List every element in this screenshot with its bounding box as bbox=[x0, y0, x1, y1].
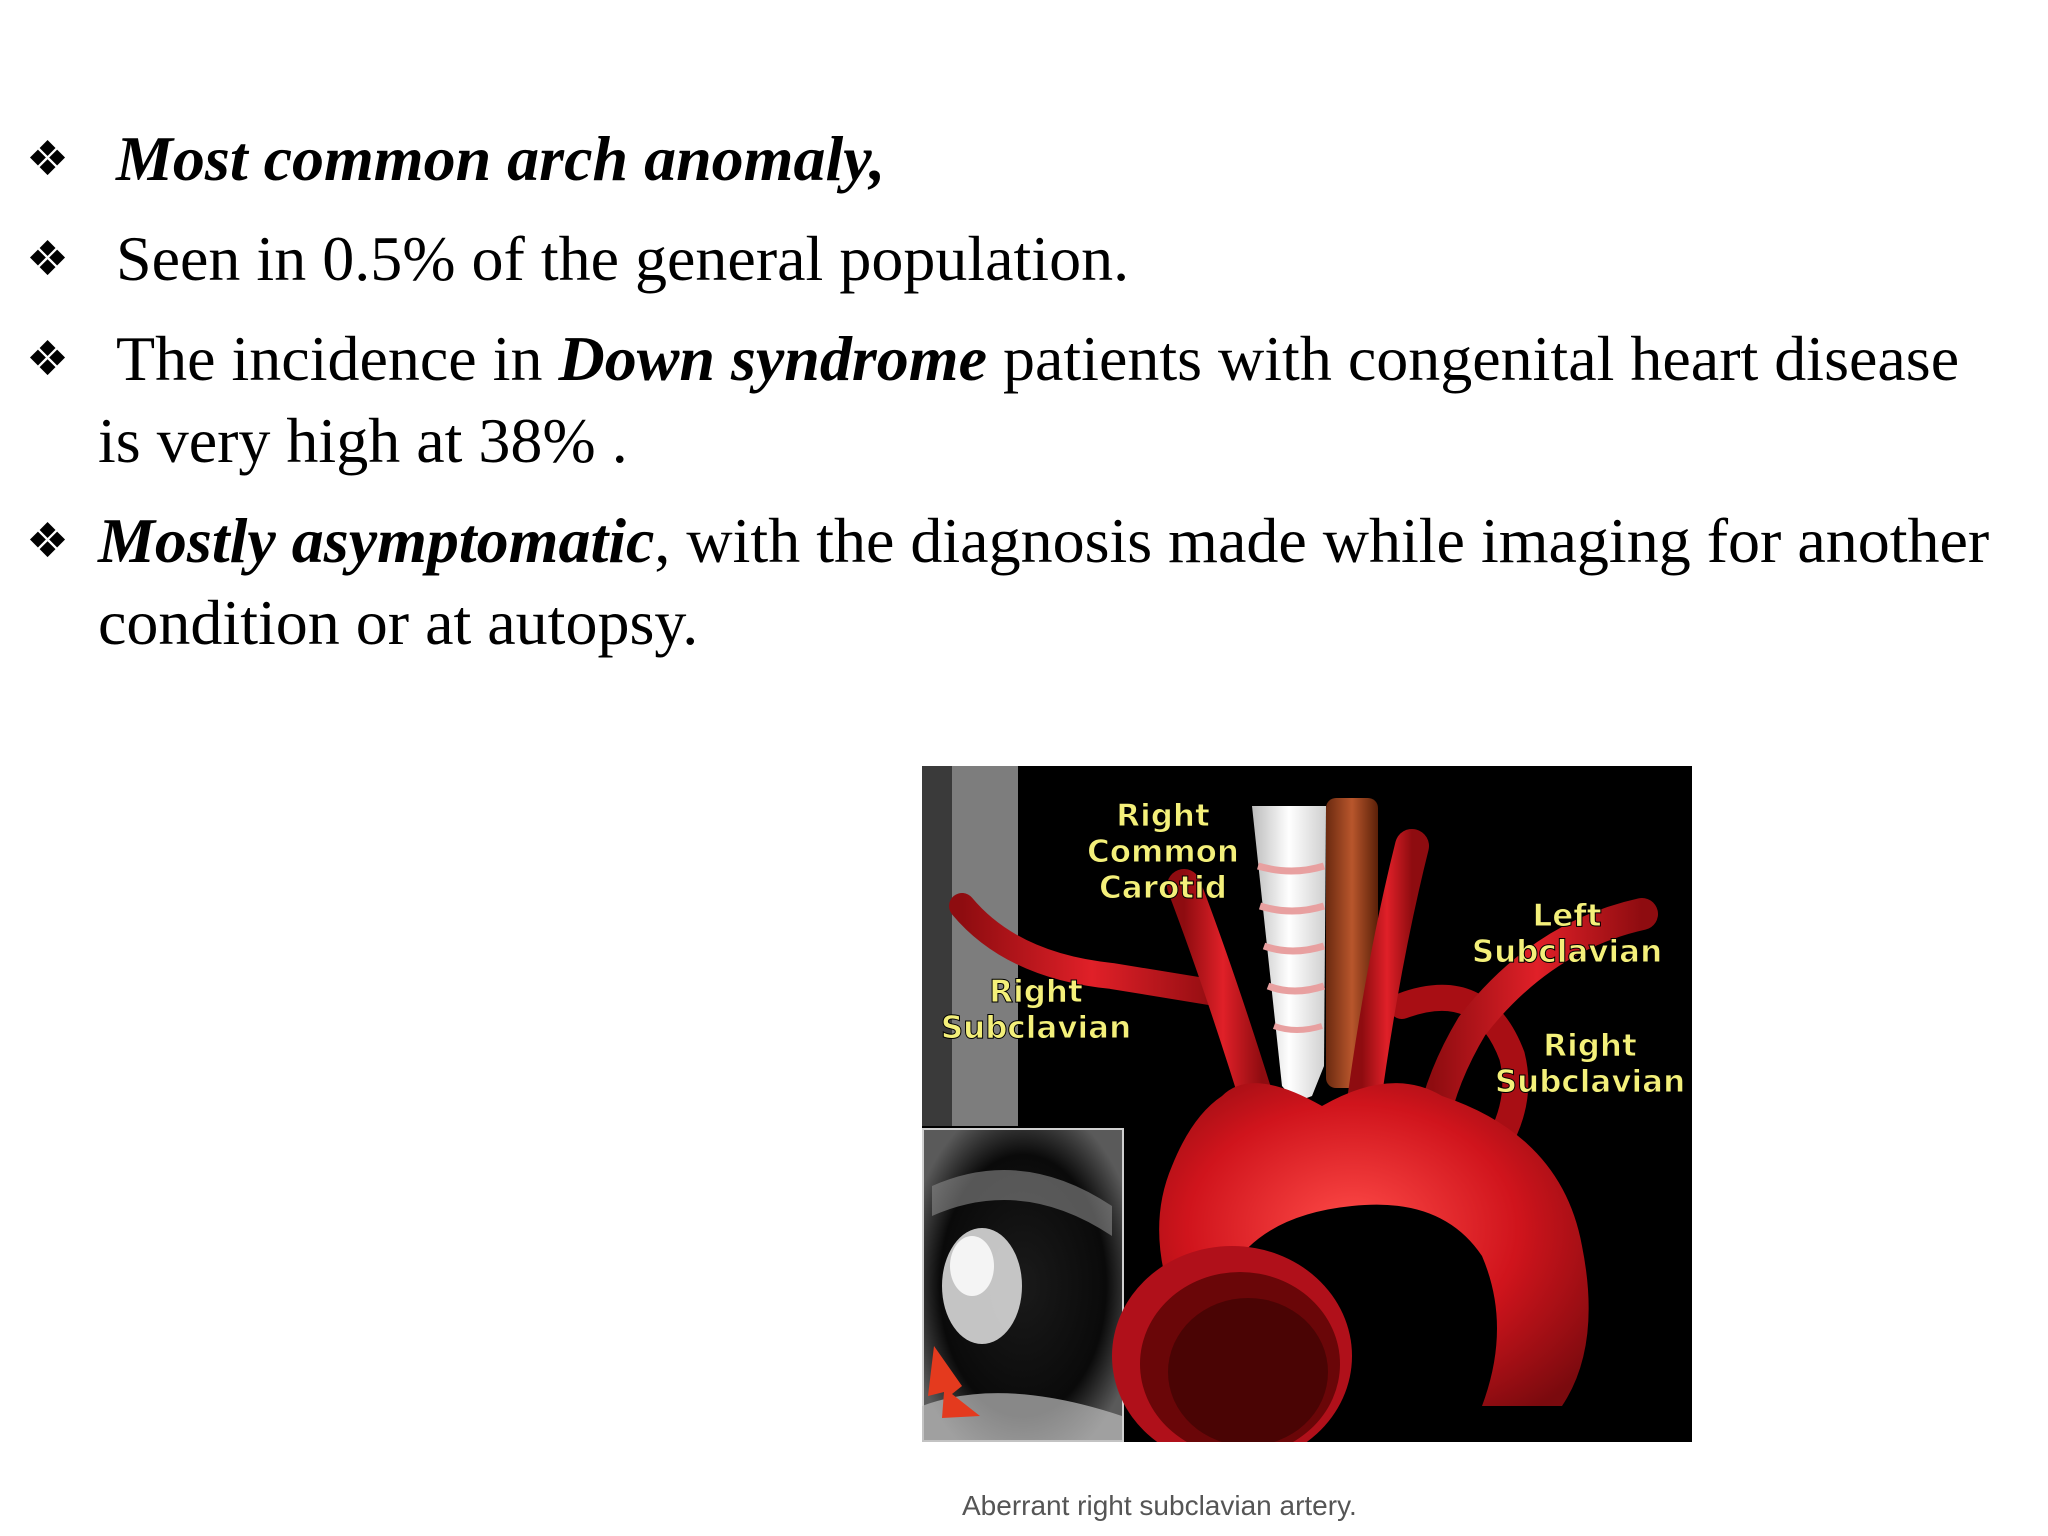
label-left-subclavian-line1: Left bbox=[1532, 898, 1602, 934]
bullet-text-part: The incidence in bbox=[116, 323, 559, 394]
bullet-text-part: , with the diagnosis made while imaging for another condition or at autopsy. bbox=[98, 505, 1990, 658]
bullet-item-1 bbox=[26, 118, 2006, 200]
bullet-text-part: patients with congenital heart disease is very high at 38% . bbox=[98, 323, 1960, 476]
label-right-subclavian-right-line1: Right bbox=[1543, 1028, 1637, 1064]
aortic-arch-svg bbox=[922, 766, 1692, 1442]
diamond-bullet-icon: ❖ bbox=[26, 231, 70, 287]
bullet-text bbox=[98, 223, 1129, 294]
figure-caption: Aberrant right subclavian artery. bbox=[962, 1490, 1357, 1521]
label-right-common-carotid-line3: Carotid bbox=[1099, 870, 1227, 906]
bullet-text bbox=[98, 505, 1989, 658]
label-right-common-carotid-line1: Right bbox=[1116, 798, 1210, 834]
label-right-subclavian-left-line2: Subclavian bbox=[940, 1010, 1132, 1046]
label-right-subclavian-left-line1: Right bbox=[989, 974, 1083, 1010]
bullet-text bbox=[98, 123, 885, 194]
bullet-item-3 bbox=[26, 318, 2006, 482]
ct-scan-inset bbox=[922, 1128, 1124, 1442]
label-right-common-carotid-line2: Common bbox=[1086, 834, 1240, 870]
bullet-text-emphasis: Mostly asymptomatic bbox=[98, 505, 655, 576]
bullet-item-4 bbox=[26, 500, 2006, 664]
bullet-list bbox=[26, 118, 2006, 682]
label-left-subclavian-line2: Subclavian bbox=[1471, 934, 1663, 970]
bullet-item-2 bbox=[26, 218, 2006, 300]
diamond-bullet-icon: ❖ bbox=[26, 131, 70, 187]
label-right-subclavian-right-line2: Subclavian bbox=[1494, 1064, 1686, 1100]
aortic-arch-illustration bbox=[922, 766, 1692, 1442]
diamond-bullet-icon: ❖ bbox=[26, 331, 70, 387]
diamond-bullet-icon: ❖ bbox=[26, 513, 70, 569]
bullet-text-part: Most common arch anomaly, bbox=[116, 123, 886, 194]
bullet-text-emphasis: Down syndrome bbox=[558, 323, 987, 394]
bullet-text bbox=[98, 323, 1959, 476]
bullet-text-part: Seen in 0.5% of the general population. bbox=[116, 223, 1130, 294]
